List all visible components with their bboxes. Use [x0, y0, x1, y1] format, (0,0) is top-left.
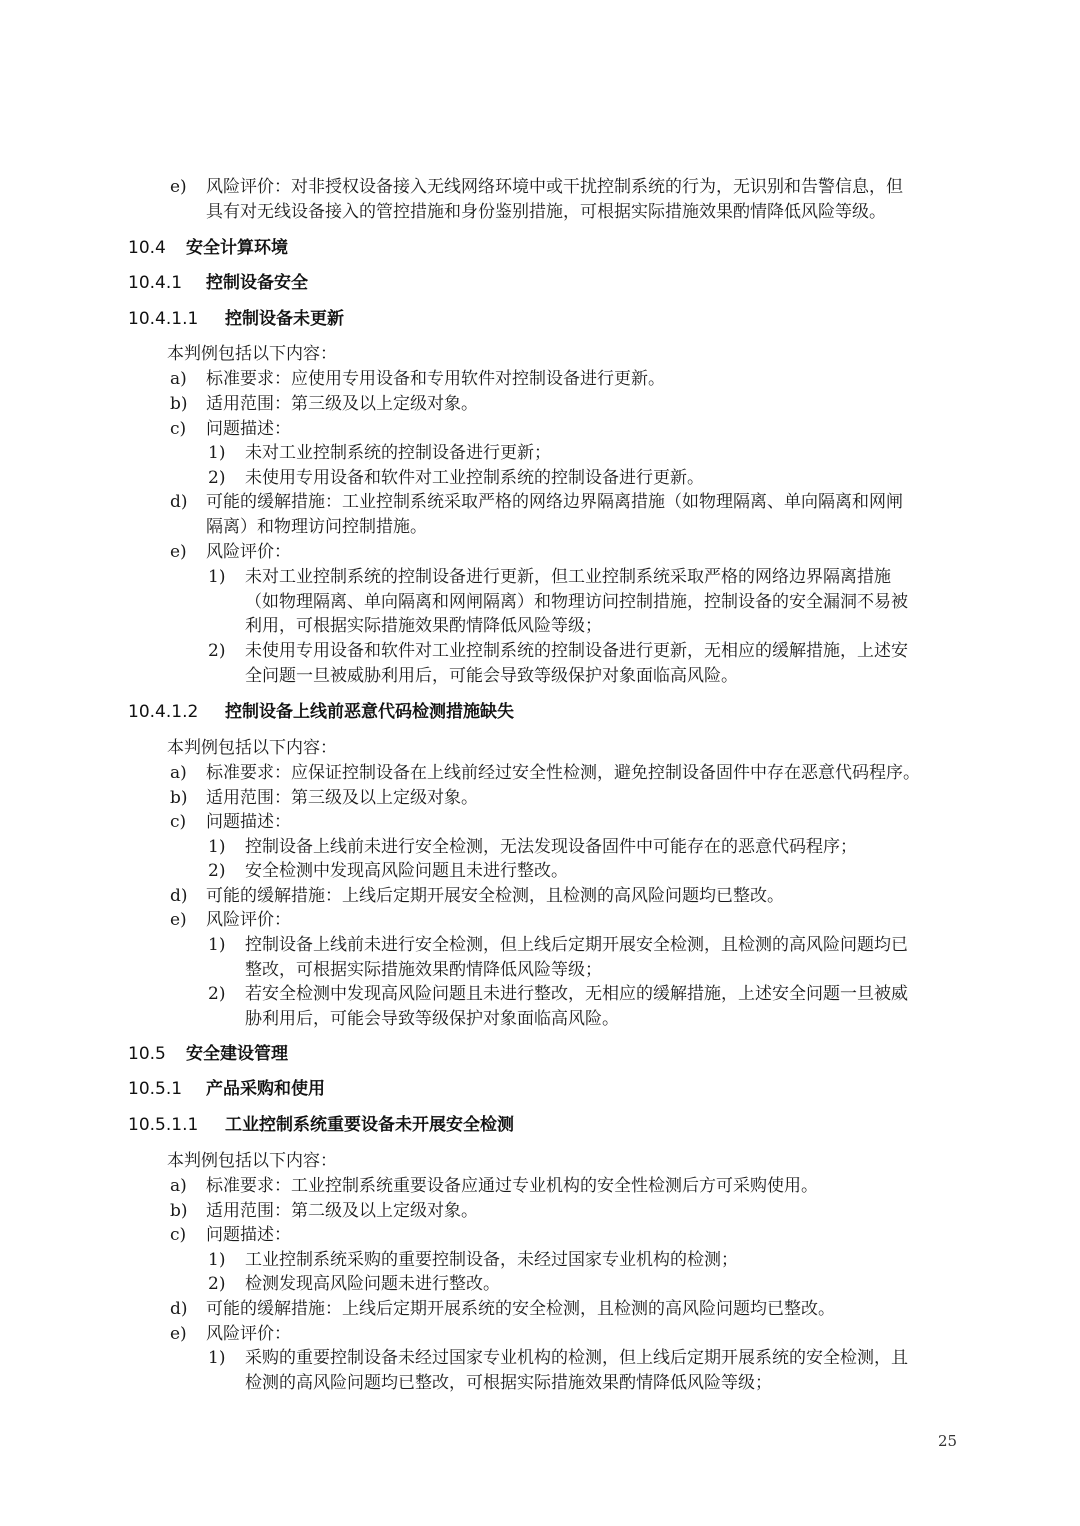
sub-list-marker: 2) [208, 1274, 226, 1294]
list-item-text: 适用范围：第三级及以上定级对象。 [206, 788, 478, 808]
list-marker: e) [170, 910, 187, 930]
paragraph-line: 具有对无线设备接入的管控措施和身份鉴别措施，可根据实际措施效果酌情降低风险等级。 [206, 202, 886, 222]
sub-list-text: 未对工业控制系统的控制设备进行更新； [245, 443, 551, 463]
section-number: 10.5 [128, 1044, 166, 1064]
section-title: 产品采购和使用 [206, 1079, 325, 1099]
page-number: 25 [938, 1432, 958, 1450]
subsection-heading [128, 1076, 325, 1102]
case-heading [128, 1112, 514, 1138]
sub-list-text: 未使用专用设备和软件对工业控制系统的控制设备进行更新。 [245, 468, 704, 488]
intro-text: 本判例包括以下内容： [167, 738, 337, 758]
list-item-text: 标准要求：应保证控制设备在上线前经过安全性检测，避免控制设备固件中存在恶意代码程序。 [206, 763, 920, 783]
section-number: 10.4.1.1 [128, 309, 199, 329]
section-number: 10.4.1 [128, 273, 183, 293]
sub-list-marker: 1) [208, 837, 226, 857]
list-item-text: 标准要求：应使用专用设备和专用软件对控制设备进行更新。 [206, 369, 665, 389]
sub-list-marker: 1) [208, 567, 226, 587]
section-number: 10.4.1.2 [128, 702, 199, 722]
section-title: 安全计算环境 [186, 238, 288, 258]
case-heading [128, 306, 344, 332]
list-marker: c) [170, 419, 187, 439]
intro-text: 本判例包括以下内容： [167, 344, 337, 364]
sub-list-marker: 1) [208, 443, 226, 463]
list-item-text: 隔离）和物理访问控制措施。 [206, 517, 427, 537]
list-marker: d) [170, 886, 188, 906]
section-title: 安全建设管理 [186, 1044, 288, 1064]
sub-list-text: 控制设备上线前未进行安全检测，无法发现设备固件中可能存在的恶意代码程序； [245, 837, 857, 857]
sub-list-marker: 1) [208, 935, 226, 955]
sub-list-marker: 2) [208, 861, 226, 881]
subsection-heading [128, 270, 308, 296]
sub-list-text: 未使用专用设备和软件对工业控制系统的控制设备进行更新，无相应的缓解措施，上述安 [245, 641, 908, 661]
sub-list-text: （如物理隔离、单向隔离和网闸隔离）和物理访问控制措施，控制设备的安全漏洞不易被 [245, 592, 908, 612]
sub-list-text: 采购的重要控制设备未经过国家专业机构的检测，但上线后定期开展系统的安全检测，且 [245, 1348, 908, 1368]
sub-list-text: 若安全检测中发现高风险问题且未进行整改，无相应的缓解措施，上述安全问题一旦被威 [245, 984, 908, 1004]
list-item-text: 标准要求：工业控制系统重要设备应通过专业机构的安全性检测后方可采购使用。 [206, 1176, 818, 1196]
section-number: 10.5.1.1 [128, 1115, 199, 1135]
list-item-text: 风险评价： [206, 542, 291, 562]
sub-list-text: 整改，可根据实际措施效果酌情降低风险等级； [245, 960, 602, 980]
list-item-text: 问题描述： [206, 419, 291, 439]
paragraph-line: 风险评价：对非授权设备接入无线网络环境中或干扰控制系统的行为，无识别和告警信息，但 [206, 177, 903, 197]
list-item-text: 适用范围：第二级及以上定级对象。 [206, 1201, 478, 1221]
section-heading [128, 1041, 288, 1067]
sub-list-text: 胁利用后，可能会导致等级保护对象面临高风险。 [245, 1009, 619, 1029]
list-marker: e) [170, 542, 187, 562]
sub-list-marker: 1) [208, 1348, 226, 1368]
section-title: 控制设备未更新 [225, 309, 344, 329]
list-marker: a) [170, 1176, 187, 1196]
sub-list-marker: 2) [208, 468, 226, 488]
list-item-text: 可能的缓解措施：上线后定期开展安全检测，且检测的高风险问题均已整改。 [206, 886, 784, 906]
list-marker: c) [170, 1225, 187, 1245]
list-marker: e) [170, 177, 187, 197]
sub-list-text: 控制设备上线前未进行安全检测，但上线后定期开展安全检测，且检测的高风险问题均已 [245, 935, 908, 955]
list-item-text: 风险评价： [206, 1324, 291, 1344]
section-title: 控制设备上线前恶意代码检测措施缺失 [225, 702, 514, 722]
list-marker: b) [170, 1201, 188, 1221]
list-marker: e) [170, 1324, 187, 1344]
sub-list-text: 检测的高风险问题均已整改，可根据实际措施效果酌情降低风险等级； [245, 1373, 772, 1393]
section-title: 控制设备安全 [206, 273, 308, 293]
list-marker: d) [170, 492, 188, 512]
list-item-text: 适用范围：第三级及以上定级对象。 [206, 394, 478, 414]
sub-list-marker: 2) [208, 641, 226, 661]
list-marker: c) [170, 812, 187, 832]
sub-list-text: 全问题一旦被威胁利用后，可能会导致等级保护对象面临高风险。 [245, 666, 738, 686]
list-marker: a) [170, 369, 187, 389]
list-marker: a) [170, 763, 187, 783]
intro-text: 本判例包括以下内容： [167, 1151, 337, 1171]
sub-list-text: 检测发现高风险问题未进行整改。 [245, 1274, 500, 1294]
section-number: 10.5.1 [128, 1079, 183, 1099]
list-item-text: 风险评价： [206, 910, 291, 930]
sub-list-text: 未对工业控制系统的控制设备进行更新，但工业控制系统采取严格的网络边界隔离措施 [245, 567, 891, 587]
sub-list-marker: 1) [208, 1250, 226, 1270]
sub-list-text: 工业控制系统采购的重要控制设备，未经过国家专业机构的检测； [245, 1250, 738, 1270]
sub-list-marker: 2) [208, 984, 226, 1004]
list-marker: b) [170, 788, 188, 808]
list-marker: b) [170, 394, 188, 414]
list-marker: d) [170, 1299, 188, 1319]
section-number: 10.4 [128, 238, 166, 258]
case-heading [128, 699, 514, 725]
list-item-text: 问题描述： [206, 1225, 291, 1245]
sub-list-text: 安全检测中发现高风险问题且未进行整改。 [245, 861, 568, 881]
section-heading [128, 235, 288, 261]
section-title: 工业控制系统重要设备未开展安全检测 [225, 1115, 514, 1135]
list-item-text: 可能的缓解措施：工业控制系统采取严格的网络边界隔离措施（如物理隔离、单向隔离和网闸 [206, 492, 903, 512]
list-item-text: 问题描述： [206, 812, 291, 832]
sub-list-text: 利用，可根据实际措施效果酌情降低风险等级； [245, 616, 602, 636]
list-item-text: 可能的缓解措施：上线后定期开展系统的安全检测，且检测的高风险问题均已整改。 [206, 1299, 835, 1319]
